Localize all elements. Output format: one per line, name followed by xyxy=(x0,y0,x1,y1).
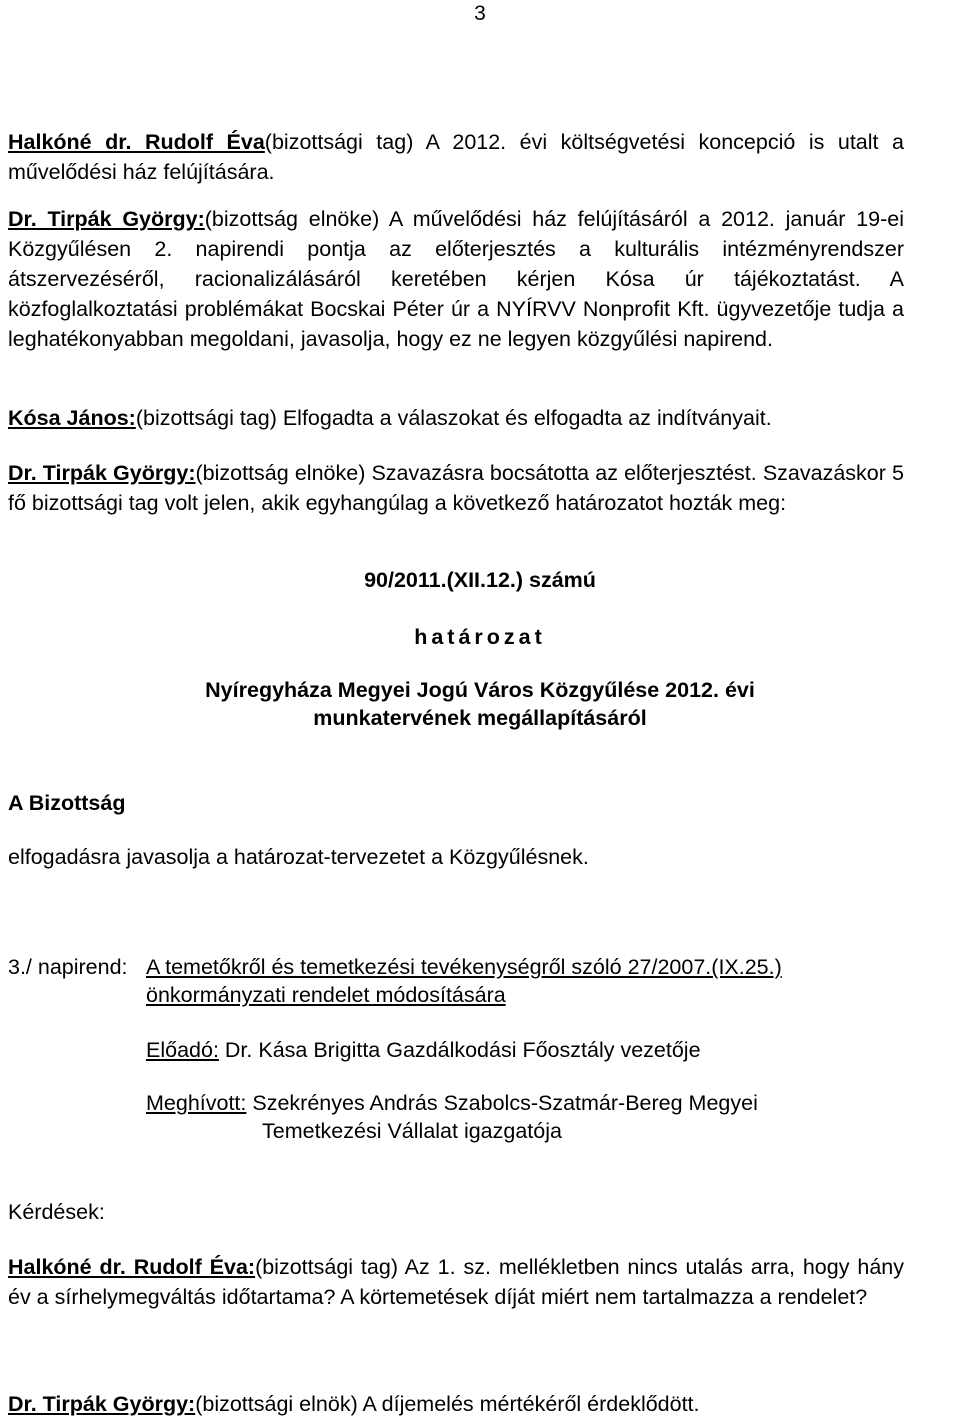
committee-heading: A Bizottság xyxy=(8,791,126,815)
questions-label: Kérdések: xyxy=(8,1200,105,1224)
paragraph-tirpak-2 xyxy=(8,458,904,518)
question-tirpak xyxy=(8,1389,904,1419)
invited-line2: Temetkezési Vállalat igazgatója xyxy=(262,1119,562,1143)
resolution-title-line2: munkatervének megállapításáról xyxy=(313,706,647,730)
resolution-number: 90/2011.(XII.12.) számú xyxy=(364,568,596,592)
paragraph-tirpak-1 xyxy=(8,204,904,354)
question-halkone xyxy=(8,1252,904,1312)
question-text: (bizottsági elnök) A díjemelés mértékéről érdeklődött. xyxy=(195,1392,700,1416)
speaker-name: Halkóné dr. Rudolf Éva xyxy=(8,130,265,154)
resolution-word: határozat xyxy=(414,625,546,649)
paragraph-text: (bizottság elnöke) Szavazásra bocsátotta az előterjesztést. Szavazáskor 5 fő bizottsági tag volt jelen, akik egyhangúlag a következő határozatot hozták meg: xyxy=(8,461,904,515)
speaker-name: Dr. Tirpák György: xyxy=(8,207,205,231)
paragraph-kosa xyxy=(8,403,904,433)
committee-text: elfogadásra javasolja a határozat-tervezetet a Közgyűlésnek. xyxy=(8,845,589,869)
speaker-name: Halkóné dr. Rudolf Éva: xyxy=(8,1255,256,1279)
invited-line1 xyxy=(146,1089,758,1117)
invited-label: Meghívott: xyxy=(146,1091,247,1115)
presenter-label: Előadó: xyxy=(146,1038,219,1062)
agenda-title-line1: A temetőkről és temetkezési tevékenységről szóló 27/2007.(IX.25.) xyxy=(146,955,782,979)
paragraph-text: (bizottság elnöke) A művelődési ház felújításáról a 2012. január 19-ei Közgyűlésen 2. napirendi pontja az előterjesztés a kulturális intézményrendszer átszervezéséről, racionalizálásáról keretében kérjen Kósa úr tájékoztatást. A közfoglalkoztatási problémákat Bocskai Péter úr a NYÍRVV Nonprofit Kft. ügyvezetője tudja a leghatékonyabban megoldani, javasolja, hogy ez ne legyen közgyűlési napirend. xyxy=(8,207,904,351)
agenda-label: 3./ napirend: xyxy=(8,955,128,979)
speaker-name: Dr. Tirpák György: xyxy=(8,1392,196,1416)
presenter-name: Dr. Kása Brigitta Gazdálkodási Főosztály vezetője xyxy=(224,1038,701,1062)
page-number: 3 xyxy=(474,2,486,25)
invited-name: Szekrényes András Szabolcs-Szatmár-Bereg Megyei xyxy=(252,1091,758,1115)
resolution-title-line1: Nyíregyháza Megyei Jogú Város Közgyűlése 2012. évi xyxy=(205,678,755,702)
paragraph-halkone-1 xyxy=(8,127,904,187)
paragraph-text: (bizottsági tag) Elfogadta a válaszokat és elfogadta az indítványait. xyxy=(135,406,772,430)
speaker-name: Kósa János: xyxy=(8,406,136,430)
paragraph-text: (bizottsági tag) A 2012. évi költségvetési koncepció is utalt a művelődési ház felújítására. xyxy=(8,130,904,184)
agenda-title-line2: önkormányzati rendelet módosítására xyxy=(146,983,506,1007)
speaker-name: Dr. Tirpák György: xyxy=(8,461,196,485)
presenter-line xyxy=(146,1036,701,1064)
question-text: (bizottsági tag) Az 1. sz. mellékletben nincs utalás arra, hogy hány év a sírhelymegváltás időtartama? A körtemetések díját miért nem tartalmazza a rendelet? xyxy=(8,1255,904,1309)
